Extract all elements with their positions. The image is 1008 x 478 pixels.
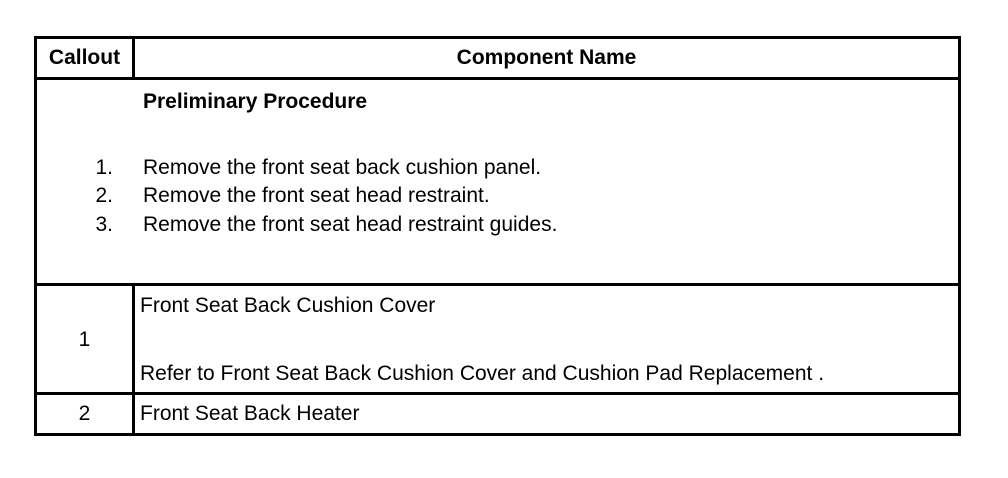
table-row	[37, 395, 958, 433]
preliminary-procedure-row	[37, 80, 958, 286]
procedure-step	[37, 184, 958, 212]
header-component-name: Component Name	[456, 46, 637, 69]
component-reference-note: Refer to Front Seat Back Cushion Cover and Cushion Pad Replacement .	[140, 362, 825, 385]
component-table	[34, 36, 961, 436]
step-number: 1.	[95, 156, 113, 179]
step-text: Remove the front seat head restraint.	[143, 184, 490, 207]
step-number: 2.	[95, 184, 113, 207]
component-name: Front Seat Back Heater	[140, 402, 360, 425]
table-header-row	[37, 39, 958, 80]
header-callout: Callout	[48, 46, 121, 69]
column-divider-header	[132, 39, 135, 80]
column-divider-body	[132, 286, 135, 433]
procedure-step	[37, 156, 958, 184]
preliminary-procedure-title: Preliminary Procedure	[143, 90, 368, 113]
step-text: Remove the front seat back cushion panel.	[143, 156, 542, 179]
callout-number: 2	[78, 402, 91, 425]
callout-number: 1	[78, 328, 91, 351]
step-number: 3.	[95, 213, 113, 236]
table-row	[37, 286, 958, 395]
component-name: Front Seat Back Cushion Cover	[140, 294, 436, 317]
step-text: Remove the front seat head restraint guides.	[143, 213, 558, 236]
procedure-step	[37, 213, 958, 241]
